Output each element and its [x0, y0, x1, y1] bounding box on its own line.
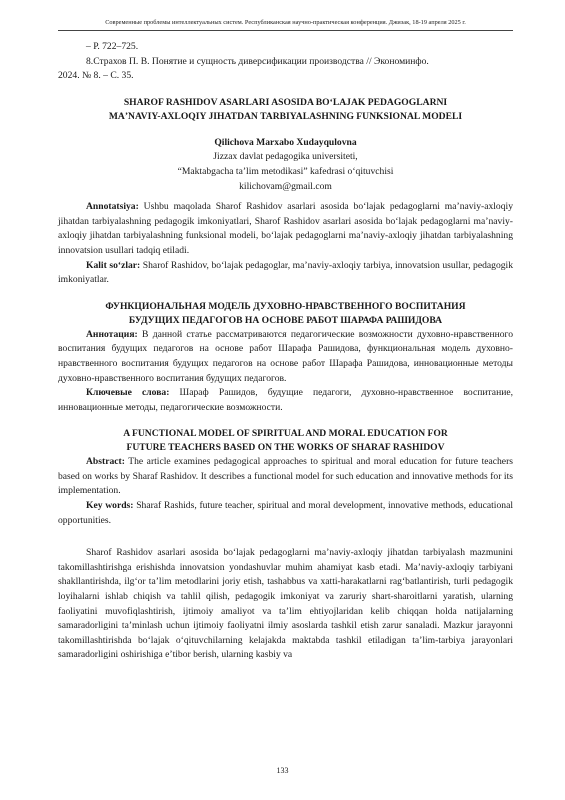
en-abstract — [58, 455, 513, 499]
ru-keywords-text: Шараф Рашидов, будущие педагоги, духовно-нравственное воспитание, инновационные методы, педагогические возможности. — [58, 387, 513, 413]
author-email: kilichovam@gmail.com — [239, 180, 332, 192]
author-name: Qilichova Marxabo Xudayqulovna — [214, 136, 357, 148]
uz-keywords — [58, 259, 513, 288]
ru-abstract-label: Аннотация: — [86, 328, 138, 340]
en-title-line2: FUTURE TEACHERS BASED ON THE WORKS OF SHARAF RASHIDOV — [126, 442, 445, 454]
running-header: Современные проблемы интеллектуальных систем. Республиканская научно-практическая конференция. Джизак, 18-19 апреля 2025 г. — [58, 17, 513, 31]
en-keywords — [58, 499, 513, 528]
uz-abstract-label: Annotatsiya: — [86, 201, 139, 213]
ru-abstract-text: В данной статье рассматриваются педагогические возможности духовно-нравственного воспитания будущих педагогов на основе работ Шарафа Рашидова, функциональная модель духовно-нравственного воспитания будущих педагогов на основе работ Шарафа Рашидова, инновационные методы духовно-нравственного воспитания будущих педагогов. — [58, 328, 513, 384]
page-body — [58, 40, 513, 663]
en-keywords-text: Sharaf Rashids, future teacher, spiritual and moral development, innovative methods, educational opportunities. — [58, 500, 513, 526]
en-title-line1: A FUNCTIONAL MODEL OF SPIRITUAL AND MORAL EDUCATION FOR — [123, 428, 448, 440]
uz-title-line2: MAʼNAVIY-AXLOQIY JIHATDAN TARBIYALASHNING FUNKSIONAL MODELI — [108, 110, 463, 122]
uz-abstract — [58, 200, 513, 258]
main-paragraph: Sharof Rashidov asarlari asosida boʻlajak pedagoglarni maʼnaviy-axloqiy jihatdan tarbiyalash mazmunini takomillashtirishga erishishda innovatsion yondashuvlar muhim ahamiyat kasb etadi. Maʼnaviy-axloqiy tarbiyani shakllantirishda, ilgʻor taʼlim metodlarini joriy etish, tashabbus va xatti-harakatlarni ragʻbatlantirish, turli pedagogik loyihalarni ishlab chiqish va tahlil qilish, pedagogik imkoniyat va zaruriy shart-sharoitlarni yaratish, ularning faoliyatini muvofiqlashtirish, ijtimoiy amaliyot va taʼlim ehtiyojlaridan kelib chiqqan holda natijalarning samaradorligini taʼminlash uchun ijtimoiy faoliyatni ilmiy asoslarda tashkil etish zarur sanaladi. Mazkur jarayonni takomillashtirishda boʻlajak oʻqituvchilarning kelajakda maktabda tashkil etiladigan taʼlim-tarbiya jarayonlari samaradorligini oshirishiga eʼtibor berish, ularning kasbiy va — [58, 547, 513, 661]
ru-title-line1: ФУНКЦИОНАЛЬНАЯ МОДЕЛЬ ДУХОВНО-НРАВСТВЕННОГО ВОСПИТАНИЯ — [105, 300, 466, 312]
ru-title-line2: БУДУЩИХ ПЕДАГОГОВ НА ОСНОВЕ РАБОТ ШАРАФА РАШИДОВА — [128, 314, 443, 326]
uz-abstract-text: Ushbu maqolada Sharof Rashidov asarlari asosida boʻlajak pedagoglarni maʼnaviy-axloqiy jihatdan tarbiyalashning pedagogik imkoniyatlari, Sharof Rashidov asarlari asosida boʻlajak pedagoglarni maʼnaviy-axloqiy jihatdan tarbiyalashning funksional modeli, boʻlajak pedagoglarni maʼnaviy-axloqiy jihatdan tarbiyalashning innovatsion usullari tadqiq etiladi. — [58, 201, 513, 256]
author-affiliation-2: “Maktabgacha taʼlim metodikasi” kafedrasi oʻqituvchisi — [177, 165, 394, 177]
page-number: 133 — [276, 766, 289, 775]
ru-keywords-label: Ключевые слова: — [86, 387, 170, 399]
uz-keywords-text: Sharof Rashidov, boʻlajak pedagoglar, maʼnaviy-axloqiy tarbiya, innovatsion usullar, pedagogik imkoniyatlar. — [58, 259, 513, 286]
uz-title-line1: SHAROF RASHIDOV ASARLARI ASOSIDA BOʻLAJAK PEDAGOGLARNI — [123, 96, 448, 108]
ru-abstract — [58, 328, 513, 386]
en-abstract-text: The article examines pedagogical approaches to spiritual and moral education for future teachers based on works by Sharaf Rashidov. It describes a functional model for such education and innovative methods for its implementation. — [58, 456, 513, 497]
author-affiliation-1: Jizzax davlat pedagogika universiteti, — [213, 151, 358, 163]
en-keywords-label: Key words: — [86, 500, 134, 512]
reference-7-tail: – Р. 722–725. — [86, 41, 139, 52]
reference-8-line1: 8.Страхов П. В. Понятие и сущность диверсификации производства // Экономинфо. — [86, 55, 429, 67]
reference-8-line2: 2024. № 8. – С. 35. — [58, 70, 134, 82]
en-abstract-label: Abstract: — [86, 456, 125, 468]
ru-keywords — [58, 386, 513, 415]
uz-keywords-label: Kalit soʻzlar: — [86, 259, 141, 271]
